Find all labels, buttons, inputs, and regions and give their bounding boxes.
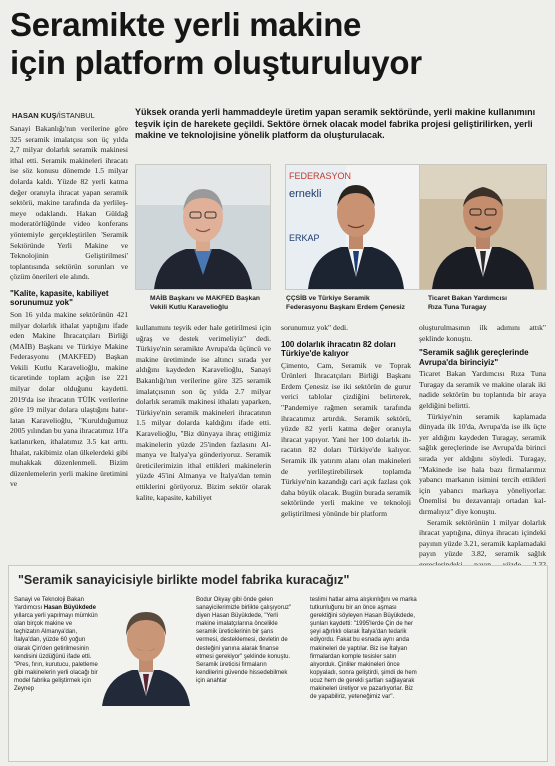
headline-line-1: Seramikte yerli makine [10,6,362,43]
col4-paragraph-1: oluşturulmasının ilk adımını attık" şeklinde konuştu. [419,323,546,343]
portrait-turagay [420,165,546,289]
svg-text:ERKAP: ERKAP [289,233,320,243]
col1-paragraph-2: Son 16 yılda makine sektörünün 421 milyar dolarlık ithalat yaptığını ifade eden Makine İhracatçıları Birliği (MAİB) Başkanı ve Türkiye Makine Federasyonu (MAKFED) Başkan Vekili Kutlu Karavelioğlu, makine ticaretinde toplam açığın ise 221 milyar dolar olduğunu kaydetti. 2019'da ise ihracatın TÜİK verilerine göre 19 milyar dolara ulaştığını hatırlatan Karavelioğlu, "Kurulduğumuz 2005 yılından bu yana ihracatımız 10'a katlanırken, ithalatımız 3.5 kat arttı. İthalat, rakibimiz olan ülkelerdeki gibi muhakkak düzenlenmeli. Bizim düzenlemelerin yerli makine üretimini ve [10,309,128,489]
photo-caption-1: MAİB Başkanı ve MAKFED Başkan Vekili Kutlu Karavelioğlu [150,295,261,311]
box-column-3: teslimi hatlar alma alışkınlığını ve marka tutkunluğunu bir an önce aşması gerektiğini söyleyen Hasan Büyükdede, şunları kaydetti: "1995'lerde Çin de her şeyi ağırlıklı olarak İtalya'dan tedarik ediyordu. Fakat bu esnada aynı anda makineleri de yaptılar. Biz ise İtalyan firmalardan komple tesisler satın alıyorduk. Çinliler makineleri önce kopyaladı, sonra geliştirdi, şimdi de hem ucuz hem de gerekli şartları sağlayarak makineleri üretiyor ve pazarlıyorlar. Biz de yapabiliriz, yeteneğimiz var". [310,597,417,701]
byline-author: HASAN KUŞ [12,111,57,120]
col3-paragraph-1: sorunumuz yok" dedi. [281,323,349,332]
article-spot: Yüksek oranda yerli hammaddeyle üretim yapan seramik sektöründe, yerli makine kullanımını teşvik için de harekete geçildi. Sektöre örnek olacak model fabrika projesi geliştirilirken, yerli makine ve teknolojisine yönelik platform da oluşturulacak. [135,107,536,140]
box-column-1: Sanayi ve Teknoloji Bakan Yardımcısı Hasan Büyükdede yıllarca yerli yapılmayı mümkün olan birçok makine ve teçhizatın Almanya'dan, İtalya'dan, yüzde 60 yoğun olarak Çin'den getirilmesinin kendisini üzdüğünü ifade etti. "Pres, fırın, kurutucu, paletleme gibi makinelerin yerli olacağı bir model fabrika geliştirmek için Zeynep [14,597,98,693]
photo-turagay [419,164,547,290]
col1-subhead: "Kalite, kapasite, kabiliyet sorunumuz yok" [10,288,109,308]
headline [10,6,540,82]
col3-paragraph-2: Çimento, Cam, Seramik ve Toprak Ürünleri İhracatçıları Birliği Başkanı Erdem Çenesiz ise iki sektörün de gurur verici tablolar çizdiğini belirterek, "Pandemiye rağmen seramik tarafında ihracatımız artırdık. Seramik sektörü, yüzde 82 yerli katma değer oranıyla ihracat yapıyor. Yani her 100 dolarlık ihracatın 82 doları Türkiye'de kalıyor. Seramik ilk yatırım alanı olan makineleri de yerlileştirebilirsek toplamda Türkiye'nin kazandığı cari açık fazlası çok daha büyük olacak. Bugün burada seramik sektöründe yerli makine ve teknoloji geliştirilmesi yönünde bir platform [281,360,411,518]
column-3 [281,323,411,520]
col1-paragraph-1: Sanayi Bakanlığı'nın verilerine göre 325 seramik imalatçısı son üç yılda 2,7 milyar dolarlık seramik makinesi ithal etti. Seramik makineleri ihracatı ise söz konusu dönemde 1.5 milyar dolarda kaldı. Yüzde 82 yerli katma değer oranıyla ihracat yapan seramik sektörü, makine tarafında da yerlileşmeye odaklandı. Hakan Güldağ moderatörlüğünde video konferans yöntemiyle gerçekleştirilen 'Seramik Sektöründe Yerli Makine ve Teknolojinin Geliştirilmesi' toplantısında sektörün sorunları ve çözüm önerileri ele alındı. [10,124,128,282]
portrait-cenesiz [286,165,422,289]
box-person-name: Hasan Büyükdede [43,605,96,612]
col3-subhead: 100 dolarlık ihracatın 82 doları Türkiye'de kalıyor [281,339,396,359]
byline-location: İSTANBUL [58,111,95,120]
photo-buyukdede [98,600,194,706]
svg-text:ernekli: ernekli [289,188,322,200]
column-2 [136,323,271,503]
column-1 [10,124,128,490]
byline: HASAN KUŞ/İSTANBUL [12,111,95,120]
backdrop-text: FEDERASYON [289,171,352,181]
col4-subhead: "Seramik sağlık gereçlerinde Avrupa'da birinciyiz" [419,348,529,367]
photo-cenesiz [285,164,423,290]
photo-caption-2: ÇÇSİB ve Türkiye Seramik Federasyonu Başkanı Erdem Çenesiz [286,295,405,311]
portrait-karavelioglu [136,165,270,289]
col4-paragraph-2: Ticaret Bakan Yardımcısı Rıza Tuna Turagay da seramik ve makine olarak iki nadide sektörün bu toplantıda bir araya geldiğini belirtti. [419,369,546,410]
col4-paragraph-3: Türkiye'nin seramik kaplamada dünyada ilk 10'da, Avrupa'da ise ilk üçte yer aldığını kaydeden Turagay, seramik sağlık gereçlerinde ise Avrupa'da birinci sırada yer aldığını söyledi. Turagay, "Makinede ise hala bazı firmalarımız yabancı markanın isimini tercih ettikleri için yabancı markaya yöneliyorlar. Önemlisi bu dezavantajı ortadan kaldırmalıyız" diye konuştu. [419,411,546,516]
box-column-2: Bodur Okyay gibi önde gelen sanayicilerimizle birlikte çalışıyoruz" diyen Hasan Büyükdede, "Yerli makine imalatçılarına öncelikle seramik üreticilerinin bir şans vermesi, desteklemesi, devletin de desteğini yanına alarak finanse etmesi gerekiyor" şeklinde konuştu. Seramik üreticisi firmaların kendilerini güvende hissedebilmek için anahtar [196,597,292,684]
box-title: "Seramik sanayicisiyle birlikte model fabrika kuracağız" [18,573,350,587]
photo-karavelioglu [135,164,271,290]
photo-caption-3: Ticaret Bakan Yardımcısı Rıza Tuna Turagay [428,295,507,311]
col2-paragraph-1: kullanımını teşvik eder hale getirilmesi için uğraş ve destek verimeliyiz" dedi. Türkiye'nin seramikte Avrupa'da üçüncü ve makine üretiminde ise altıncı sırada yer aldığını kaydeden Karavelioğlu, Sanayi Bakanlığı'nın verilerine göre 325 seramik imalatçısının son üç yılda 2.7 milyar dolarlık seramik makinesi ithalatı yaparken, Türkiye'nin seramik makineleri ihracatının 1.5 milyar dolarda kaldığını ifade etti. Karavelioğlu, "Biz dünyaya ihraç ettiğimiz makinelerin yüzde 25'inden fazlasını Almanya ve İtalya'ya gönderiyoruz. Seramik üreticilerimizin ithal ettikleri makinelerin yüzde 45'ini Almanya ve İtalya'dan temin ettiklerini görüyoruz. Bizim sektör olarak kalite, kapasite, kabiliyet [136,323,271,502]
col4-paragraph-4: Seramik sektörünün 1 milyar dolarlık ihracat yaptığına, dünya ihracatı içindeki payının yüzde 3.21, seramik kaplamadaki payın yüzde 3.82, seramik sağlık [419,517,546,559]
headline-line-2: için platform oluşturuluyor [10,44,422,81]
portrait-buyukdede [98,600,194,706]
